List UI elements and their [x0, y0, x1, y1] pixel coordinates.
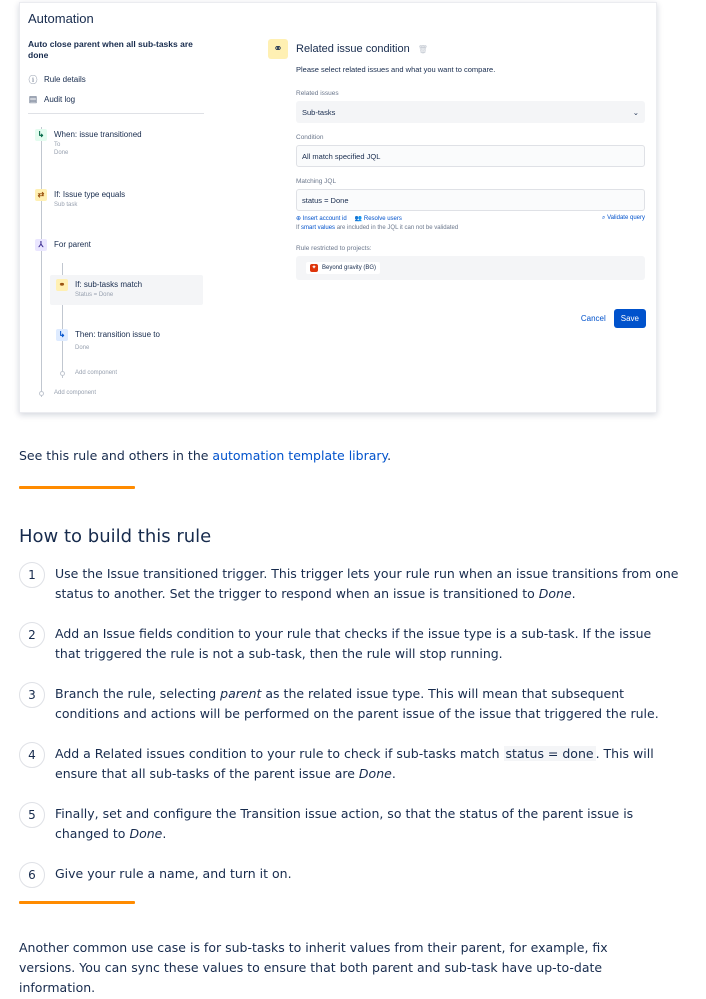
subtasks-match-title: If: sub-tasks match [75, 280, 143, 289]
branch-icon: ⅄ [35, 239, 47, 251]
trigger-sub-label: To [54, 142, 61, 148]
see-end: . [387, 448, 392, 463]
step-3-end: as the related issue type. This will mean that subsequent conditions and actions will be performed on the parent issue of the issue that triggered the rule. [55, 686, 659, 721]
section-divider [19, 901, 135, 904]
step-text [55, 682, 679, 724]
note-suffix: are included in the JQL it can not be validated [335, 225, 459, 231]
app-title: Automation [28, 11, 94, 26]
jql-input[interactable] [296, 189, 645, 211]
step-number: 3 [19, 682, 45, 708]
nav-audit-log[interactable] [28, 89, 206, 109]
step-number: 6 [19, 862, 45, 888]
issue-type-title: If: Issue type equals [54, 190, 126, 199]
step-number: 4 [19, 742, 45, 768]
related-issues-label: Related issues [296, 90, 339, 97]
rule-name: Auto close parent when all sub-tasks are done [28, 39, 193, 60]
condition-value: All match specified JQL [302, 151, 381, 161]
step-6 [19, 862, 679, 888]
note-prefix: If [296, 225, 302, 231]
step-5 [19, 802, 679, 844]
link-icon: ⚭ [56, 279, 68, 291]
nav-rule-details[interactable] [28, 69, 206, 89]
validate-query-link[interactable]: ⌕ Validate query [602, 215, 645, 221]
add-dot-icon [39, 391, 44, 396]
step-5-emphasis: Done [129, 826, 163, 841]
condition-icon: ⇄ [35, 189, 47, 201]
trash-icon[interactable]: 🗑 [417, 44, 428, 54]
issue-type-condition[interactable] [35, 189, 125, 209]
cancel-button[interactable]: Cancel [580, 314, 606, 323]
insert-account-link[interactable]: ⊕ Insert account id [296, 216, 347, 222]
trigger-component[interactable] [35, 129, 142, 157]
trigger-title: When: issue transitioned [54, 130, 142, 139]
project-name: Beyond gravity (BG) [322, 265, 377, 271]
add-inner-label: Add component [75, 370, 118, 376]
branch-title: For parent [54, 240, 91, 249]
step-5-text: Finally, set and configure the Transition issue action, so that the status of the parent issue is changed to [55, 806, 634, 841]
condition-field[interactable] [296, 145, 645, 167]
step-4-emphasis: Done [358, 766, 392, 781]
condition-description: Please select related issues and what you want to compare. [296, 65, 496, 74]
related-issues-value: Sub-tasks [302, 107, 336, 117]
step-3-text: Branch the rule, selecting [55, 686, 221, 701]
step-number: 2 [19, 622, 45, 648]
resolve-users-label: Resolve users [363, 216, 402, 222]
related-issues-select[interactable] [296, 101, 645, 123]
restricted-label: Rule restricted to projects: [296, 245, 372, 252]
section-divider [19, 486, 135, 489]
branch-component[interactable] [35, 239, 91, 251]
step-text [55, 802, 679, 844]
jql-code: status = done [505, 746, 594, 761]
rule-tree [28, 123, 218, 403]
transition-action[interactable] [56, 329, 160, 352]
transition-title: Then: transition issue to [75, 330, 160, 339]
step-1-end: . [571, 586, 576, 601]
validate-query-label: Validate query [607, 215, 645, 221]
see-text: See this rule and others in the [19, 448, 213, 463]
step-2-text: Add an Issue fields condition to your rule that checks if the issue type is a sub-task. If the issue that triggered the rule is not a sub-task, then the rule will stop running. [55, 626, 652, 661]
step-4-end: . [391, 766, 396, 781]
project-tag[interactable] [306, 262, 380, 274]
issue-type-sub: Sub task [54, 202, 78, 208]
nav-audit-log-label: Audit log [44, 94, 76, 104]
document-icon: ▤ [28, 93, 38, 104]
step-1-emphasis: Done [538, 586, 572, 601]
step-text [55, 562, 679, 604]
add-component-outer[interactable] [39, 390, 96, 396]
save-button[interactable]: Save [614, 309, 646, 328]
step-1-text: Use the Issue transitioned trigger. This trigger lets your rule run when an issue transitions from one status to another. Set the trigger to respond when an issue is transitioned to [55, 566, 679, 601]
step-3 [19, 682, 679, 724]
step-2 [19, 622, 679, 664]
transition-sub: Done [75, 345, 90, 351]
step-text [55, 742, 679, 784]
template-library-link[interactable]: automation template library [212, 448, 388, 463]
chevron-down-icon: ⌄ [632, 107, 639, 117]
info-icon: ⓘ [28, 74, 38, 85]
closing-paragraph: Another common use case is for sub-tasks to inherit values from their parent, for example, fix versions. You can sync these values to ensure that both parent and sub-task have up-to-date information. [19, 940, 608, 995]
step-4-mid: . This will ensure that all sub-tasks of the parent issue are [55, 746, 654, 781]
link-icon: ⚭ [268, 39, 288, 59]
subtasks-match-sub: Status = Done [75, 292, 114, 298]
condition-label: Condition [296, 134, 324, 141]
step-6-text: Give your rule a name, and turn it on. [55, 866, 292, 881]
rule-sidebar [28, 39, 206, 122]
add-component-inner[interactable] [60, 370, 117, 376]
project-icon: ✦ [311, 265, 317, 271]
tree-line-outer [41, 127, 42, 397]
add-dot-icon [60, 371, 65, 376]
jql-value: status = Done [302, 195, 349, 205]
template-library-text [19, 448, 391, 463]
action-icon: ↳ [56, 329, 68, 341]
nav-divider [28, 113, 204, 114]
section-heading: How to build this rule [19, 526, 212, 547]
condition-editor [268, 39, 646, 323]
step-number: 1 [19, 562, 45, 588]
resolve-users-link[interactable]: 👥 Resolve users [354, 216, 402, 222]
step-5-end: . [162, 826, 167, 841]
trigger-icon: ↳ [35, 129, 47, 141]
subtasks-match-condition[interactable] [50, 275, 203, 305]
step-3-emphasis: parent [220, 686, 262, 701]
add-outer-label: Add component [54, 390, 97, 396]
step-4-text: Add a Related issues condition to your rule to check if sub-tasks match [55, 746, 504, 761]
insert-account-label: Insert account id [302, 216, 347, 222]
step-1 [19, 562, 679, 604]
step-4 [19, 742, 679, 784]
automation-screenshot [19, 2, 657, 413]
project-restriction [296, 256, 645, 280]
smart-values-link[interactable]: smart values [301, 225, 336, 231]
step-number: 5 [19, 802, 45, 828]
condition-title: Related issue condition [296, 43, 410, 55]
jql-label: Matching JQL [296, 178, 337, 185]
nav-rule-details-label: Rule details [44, 74, 86, 84]
trigger-sub-value: Done [54, 150, 69, 156]
